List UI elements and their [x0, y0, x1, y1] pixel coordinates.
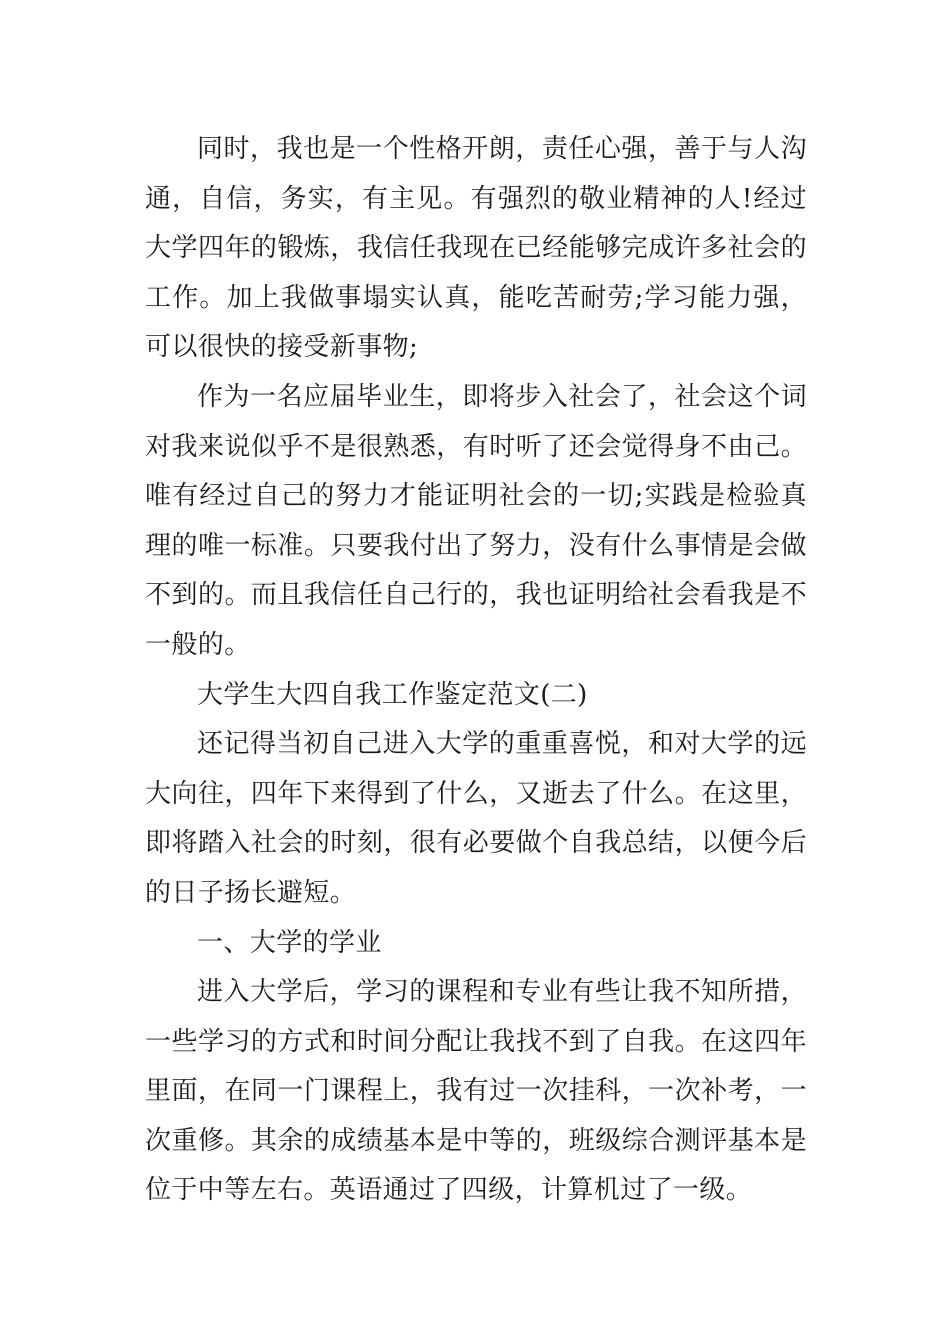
paragraph-academics: 进入大学后，学习的课程和专业有些让我不知所措，一些学习的方式和时间分配让我找不到了自我。在这四年里面，在同一门课程上，我有过一次挂科，一次补考，一次重修。其余的成绩基本是中等的，班级综合测评基本是位于中等左右。英语通过了四级，计算机过了一级。	[145, 977, 807, 1206]
document-page	[145, 125, 807, 1216]
paragraph-graduate: 作为一名应届毕业生，即将步入社会了，社会这个词对我来说似乎不是很熟悉，有时听了还会觉得身不由己。唯有经过自己的努力才能证明社会的一切;实践是检验真理的唯一标准。只要我付出了努力，没有什么事情是会做不到的。而且我信任自己行的，我也证明给社会看我是不一般的。	[145, 381, 807, 660]
paragraph-personality: 同时，我也是一个性格开朗，责任心强，善于与人沟通，自信，务实，有主见。有强烈的敬业精神的人!经过大学四年的锻炼，我信任我现在已经能够完成许多社会的工作。加上我做事塌实认真，能吃苦耐劳;学习能力强，可以很快的接受新事物;	[145, 134, 807, 363]
section-title: 大学生大四自我工作鉴定范文(二)	[197, 679, 588, 710]
paragraph-memories: 还记得当初自己进入大学的重重喜悦，和对大学的远大向往，四年下来得到了什么，又逝去了什么。在这里，即将踏入社会的时刻，很有必要做个自我总结，以便今后的日子扬长避短。	[145, 729, 807, 908]
subsection-title-academics: 一、大学的学业	[197, 927, 382, 958]
